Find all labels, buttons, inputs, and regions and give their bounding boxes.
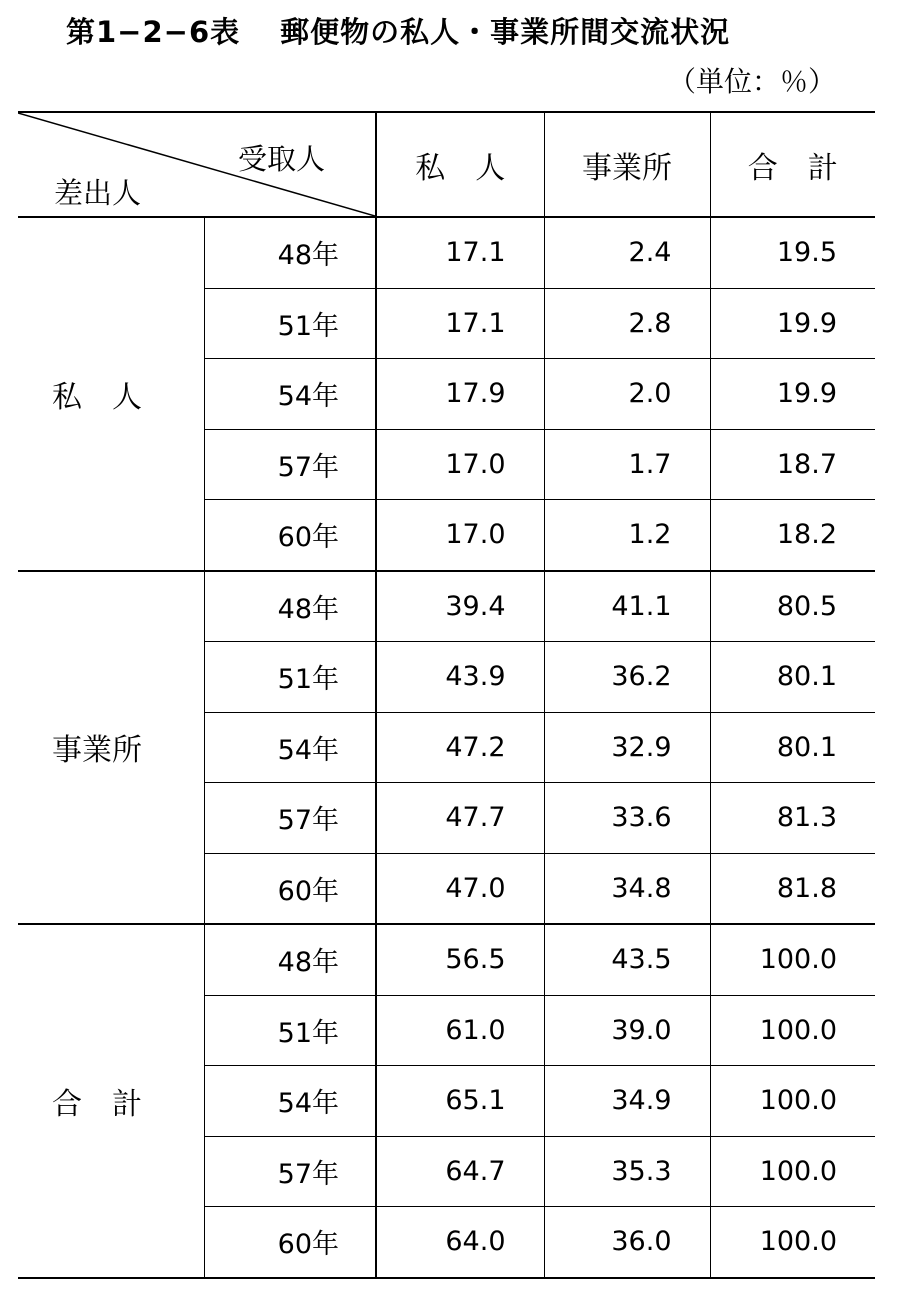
group-total-label: 合 計: [18, 924, 204, 1278]
group-business-label: 事業所: [18, 571, 204, 925]
value-business-cell: 34.8: [544, 853, 710, 924]
column-header-private: 私 人: [376, 112, 544, 217]
value-business-cell: 43.5: [544, 924, 710, 995]
year-cell: 48年: [204, 217, 376, 288]
year-cell: 51年: [204, 995, 376, 1066]
value-total-cell: 100.0: [710, 1207, 875, 1278]
year-cell: 60年: [204, 1207, 376, 1278]
receiver-label: 受取人: [238, 142, 326, 176]
value-business-cell: 1.2: [544, 500, 710, 571]
value-private-cell: 17.0: [376, 429, 544, 500]
page-title: [66, 10, 730, 51]
value-business-cell: 41.1: [544, 571, 710, 642]
value-business-cell: 2.4: [544, 217, 710, 288]
value-private-cell: 17.1: [376, 288, 544, 359]
value-business-cell: 2.0: [544, 359, 710, 430]
value-private-cell: 56.5: [376, 924, 544, 995]
year-cell: 60年: [204, 853, 376, 924]
value-total-cell: 100.0: [710, 995, 875, 1066]
value-total-cell: 100.0: [710, 1066, 875, 1137]
table-row: [18, 924, 875, 995]
unit-label: （単位：％）: [668, 65, 837, 98]
year-cell: 51年: [204, 288, 376, 359]
value-total-cell: 80.5: [710, 571, 875, 642]
value-total-cell: 81.3: [710, 783, 875, 854]
year-cell: 57年: [204, 429, 376, 500]
year-cell: 57年: [204, 1136, 376, 1207]
value-total-cell: 19.5: [710, 217, 875, 288]
table-title: 郵便物の私人・事業所間交流状況: [280, 15, 731, 49]
table-body: [18, 217, 875, 1278]
table-row: [18, 217, 875, 288]
year-cell: 54年: [204, 359, 376, 430]
year-cell: 51年: [204, 642, 376, 713]
value-total-cell: 100.0: [710, 1136, 875, 1207]
value-private-cell: 47.7: [376, 783, 544, 854]
value-business-cell: 32.9: [544, 712, 710, 783]
data-table: [18, 111, 875, 1279]
value-private-cell: 17.1: [445, 237, 506, 269]
year-cell: 57年: [204, 783, 376, 854]
value-business-cell: 34.9: [544, 1066, 710, 1137]
value-business-cell: 39.0: [544, 995, 710, 1066]
group-private-label: 私 人: [18, 217, 204, 571]
value-business-cell: 33.6: [544, 783, 710, 854]
value-total-cell: 19.9: [710, 359, 875, 430]
value-total-cell: 19.9: [710, 288, 875, 359]
column-header-total: 合 計: [710, 112, 875, 217]
value-business-cell: 36.0: [544, 1207, 710, 1278]
value-business-cell: 35.3: [544, 1136, 710, 1207]
column-header-business: 事業所: [544, 112, 710, 217]
value-total-cell: 81.8: [710, 853, 875, 924]
year-cell: 48年: [204, 571, 376, 642]
value-total-cell: 18.7: [710, 429, 875, 500]
value-total-cell: 18.2: [710, 500, 875, 571]
value-total-cell: 100.0: [710, 924, 875, 995]
value-private-cell: 64.7: [376, 1136, 544, 1207]
value-private-cell: 65.1: [376, 1066, 544, 1137]
value-business-cell: 36.2: [544, 642, 710, 713]
header-row: [18, 112, 875, 217]
value-total-cell: 80.1: [710, 712, 875, 783]
value-private-cell: 39.4: [376, 571, 544, 642]
value-private-cell: 43.9: [376, 642, 544, 713]
value-private-cell: 64.0: [376, 1207, 544, 1278]
value-total-cell: 80.1: [710, 642, 875, 713]
value-private-cell: 17.0: [376, 500, 544, 571]
year-cell: 54年: [204, 712, 376, 783]
value-private-cell: 61.0: [376, 995, 544, 1066]
value-private-cell: 47.0: [376, 853, 544, 924]
year-cell: 60年: [204, 500, 376, 571]
value-private-cell: 47.2: [376, 712, 544, 783]
table-row: [18, 571, 875, 642]
diagonal-header-cell: [18, 112, 376, 217]
sender-label: 差出人: [54, 176, 142, 210]
year-cell: 54年: [204, 1066, 376, 1137]
value-business-cell: 2.8: [544, 288, 710, 359]
value-private-cell: 17.9: [376, 359, 544, 430]
value-business-cell: 1.7: [544, 429, 710, 500]
year-cell: 48年: [204, 924, 376, 995]
table-number: 第1−2−6表: [66, 15, 241, 49]
